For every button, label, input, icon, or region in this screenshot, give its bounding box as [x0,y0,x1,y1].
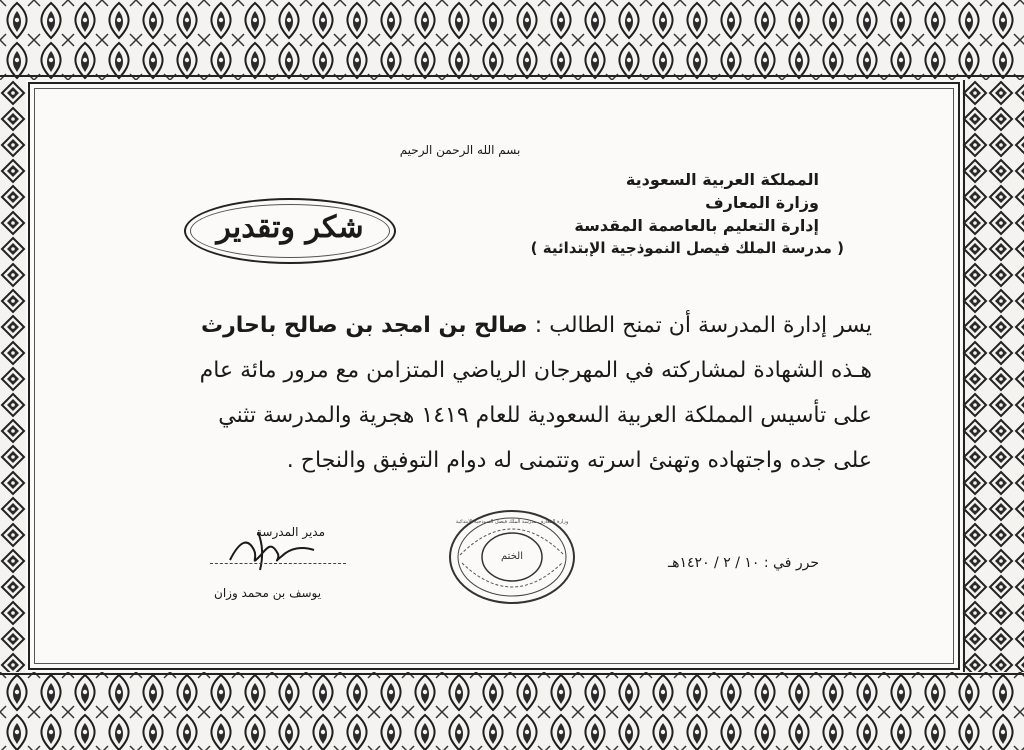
body-line-3: على تأسيس المملكة العربية السعودية للعام ١٤١٩ هجرية والمدرسة تثني [218,403,872,428]
student-name: صالح بن امجد بن صالح باحارث [200,313,528,338]
basmala: بسم الله الرحمن الرحيم [399,143,521,157]
header-school: ( مدرسة الملك فيصل النموذجية الإبتدائية ) [530,239,844,257]
header-kingdom: المملكة العربية السعودية [625,170,819,189]
issued-date: حرر في : ١٠ / ٢ / ١٤٢٠هـ [668,555,819,571]
body-intro: يسر إدارة المدرسة أن تمنح الطالب : [527,313,872,338]
ornamental-border-left [0,80,26,672]
header-directorate: إدارة التعليم بالعاصمة المقدسة [574,216,819,235]
certificate-title: شكر وتقدير [216,210,364,245]
ornamental-border-right [962,80,1024,672]
ornamental-border-bottom [0,672,1024,750]
title-oval [184,198,396,264]
seal-center-text: الختم [501,551,523,562]
signature-scribble [210,520,320,575]
official-seal [446,507,578,607]
body-line-2: هـذه الشهادة لمشاركته في المهرجان الرياضي المتزامن مع مرور مائة عام [199,358,872,383]
signature-name: يوسف بن محمد وزان [214,586,322,600]
body-line-4: على جده واجتهاده وتهنئ اسرته وتتمنى له دوام التوفيق والنجاح . [286,448,872,473]
seal-ring-text: وزارة المعارف مدرسة الملك فيصل النموذجية الإبتدائية [455,519,569,525]
ornamental-border-top [0,0,1024,80]
signature-line [210,563,346,564]
header-ministry: وزارة المعارف [705,193,819,212]
signature-title: مدير المدرسة [256,525,326,539]
body-line-1 [201,313,872,338]
